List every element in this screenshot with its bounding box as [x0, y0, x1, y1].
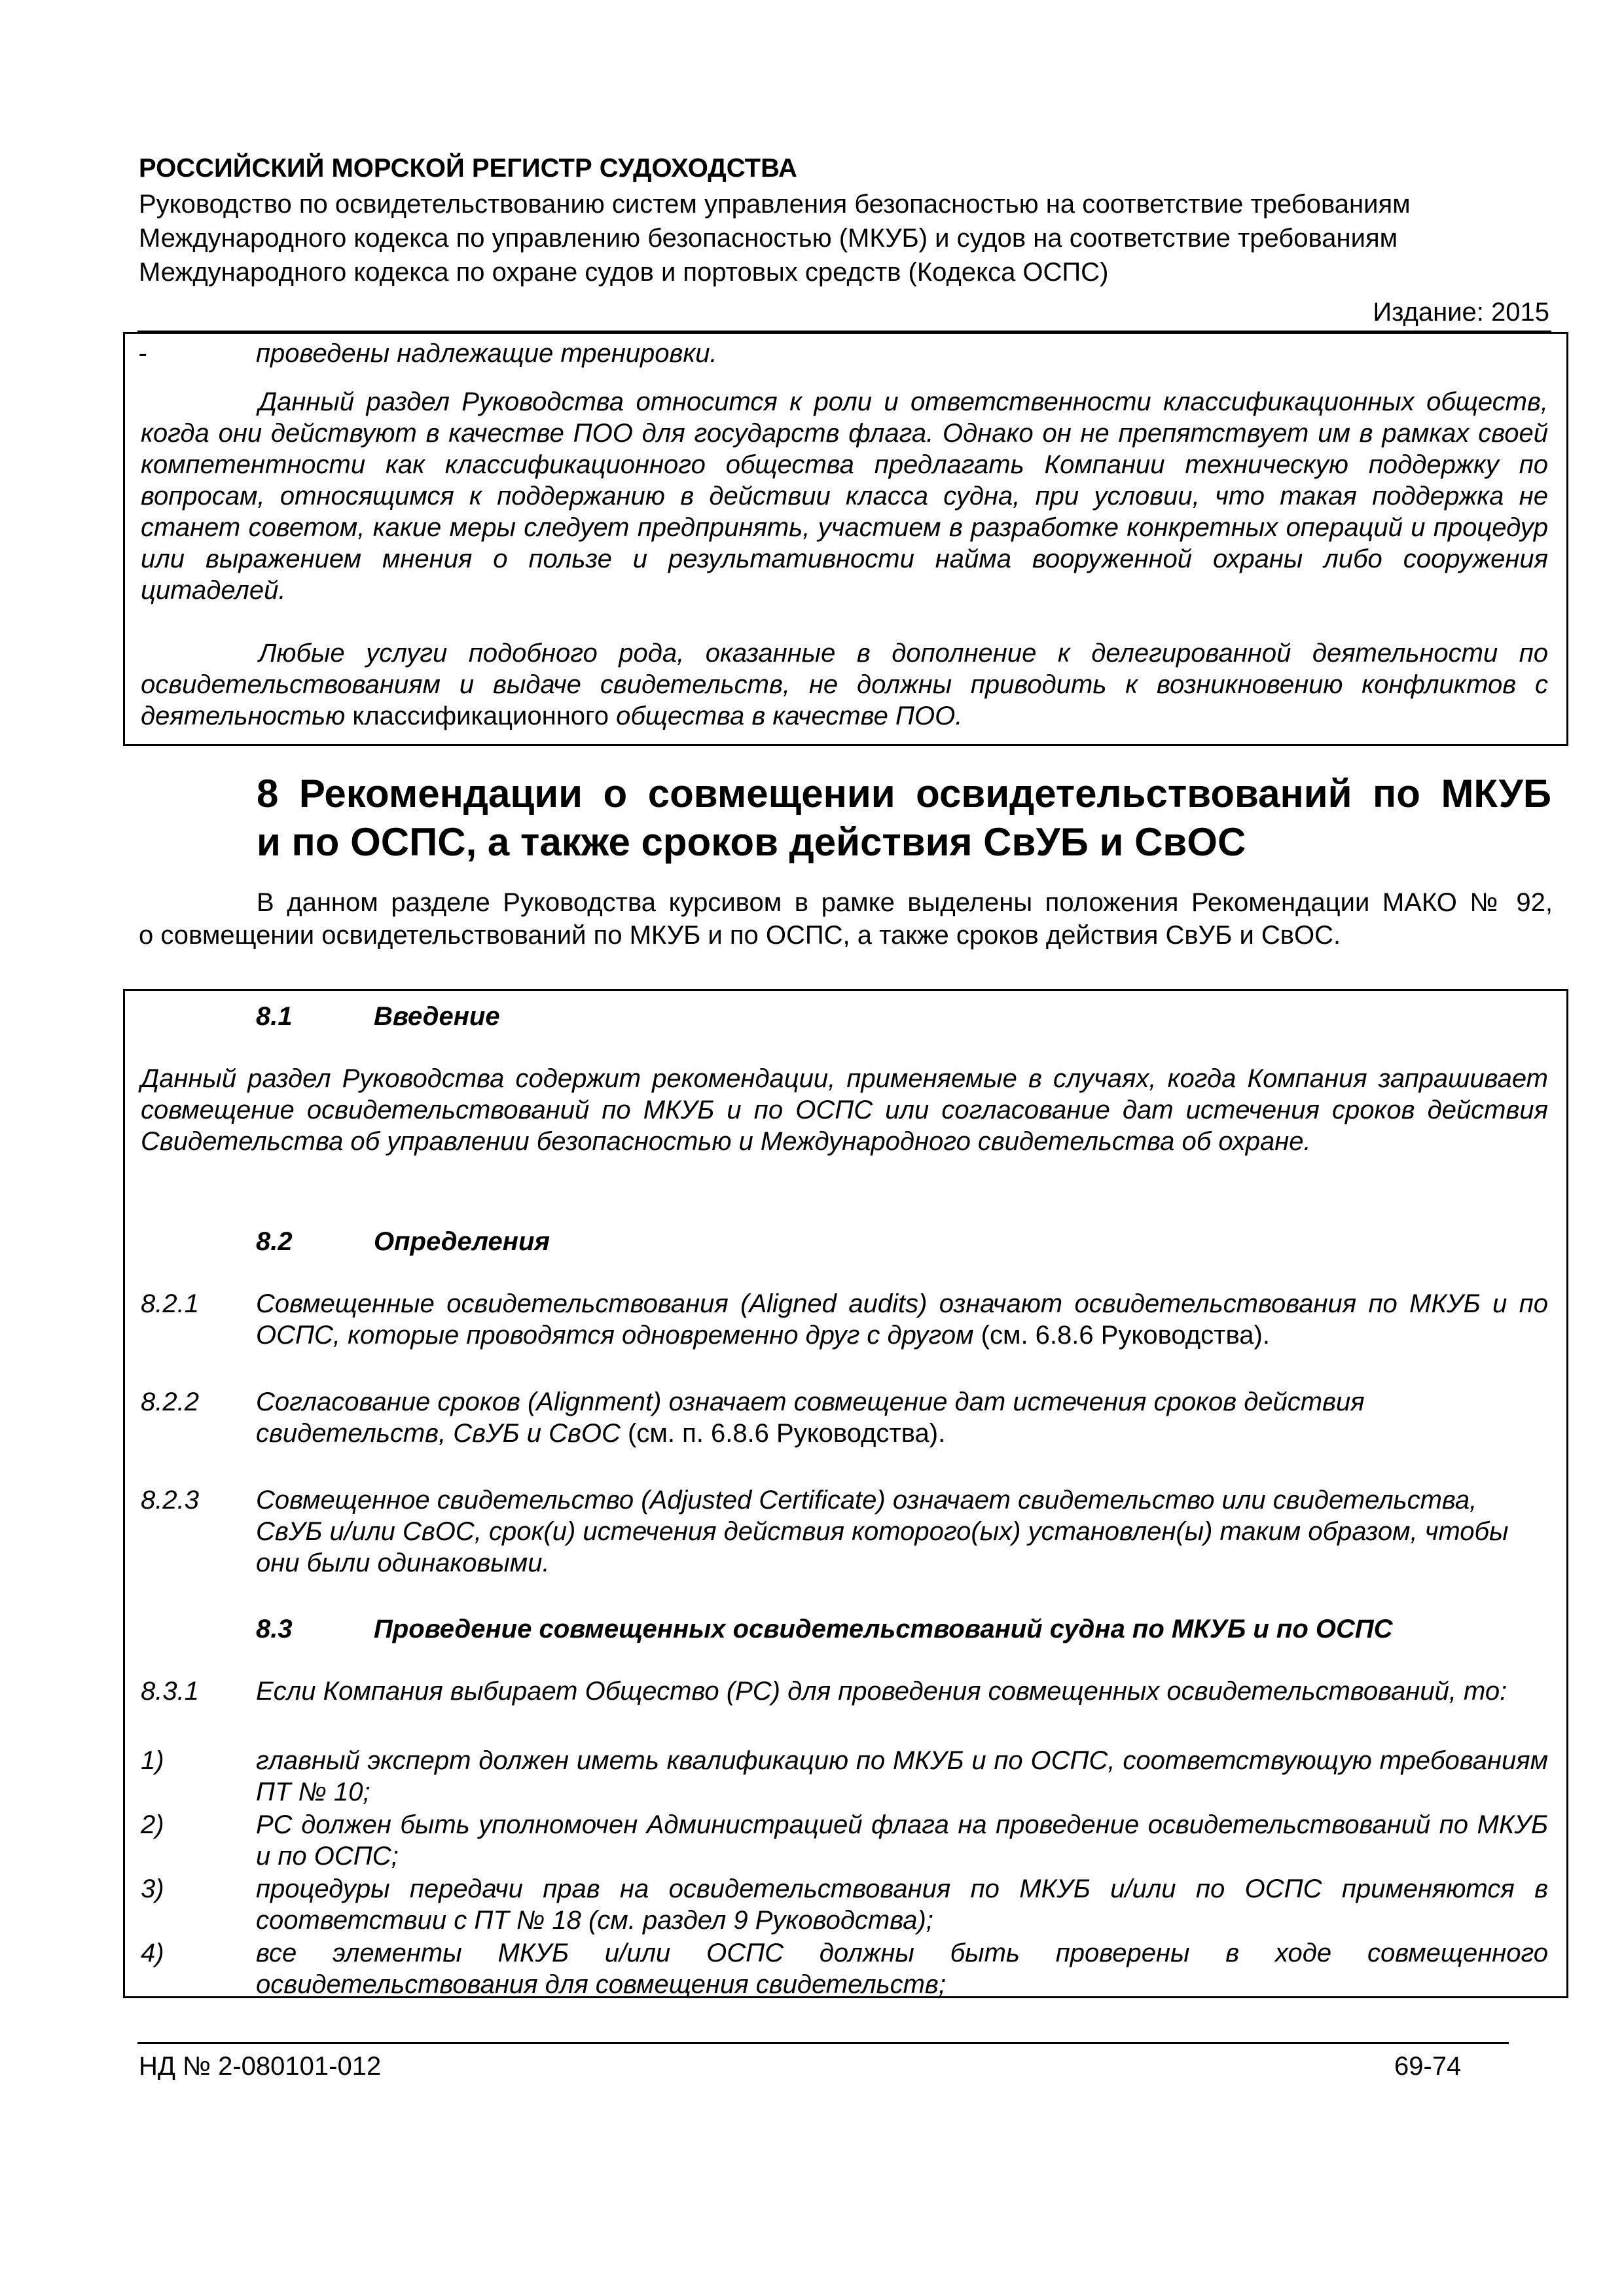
- item-number: 8.2.2: [141, 1388, 199, 1416]
- item-text: РС должен быть уполномочен Администрацией флага на проведение освидетельствований по МКУБ и по ОСПС;: [256, 1810, 1548, 1871]
- list-item: [141, 1809, 1548, 1872]
- list-item: [141, 1745, 1548, 1808]
- subsection-title: Проведение совмещенных освидетельствований судна по МКУБ и по ОСПС: [374, 1615, 1393, 1643]
- item-text: Если Компания выбирает Общество (РС) для проведения совмещенных освидетельствований, то:: [256, 1677, 1507, 1706]
- subsection-title: Определения: [374, 1227, 550, 1256]
- page-number: 69-74: [1394, 2052, 1462, 2081]
- item-text: процедуры передачи прав на освидетельствования по МКУБ и/или по ОСПС применяются в соответствии с ПТ № 18 (см. раздел 9 Руководства);: [256, 1874, 1548, 1935]
- item-number: 8.3.1: [141, 1677, 199, 1706]
- heading-line: и по ОСПС, а также сроков действия СвУБ и СвОС: [257, 820, 1246, 864]
- heading-line: 8 Рекомендации о совмещении освидетельствований по МКУБ: [257, 772, 1551, 816]
- item-text: все элементы МКУБ и/или ОСПС должны быть проверены в ходе совмещенного освидетельствования для совмещения свидетельств;: [256, 1939, 1548, 1999]
- section-heading: [257, 770, 1551, 867]
- list-item: [141, 1937, 1548, 2000]
- subsection-title: Введение: [374, 1002, 500, 1031]
- subsection-number: 8.3: [256, 1615, 293, 1643]
- organization-name: РОССИЙСКИЙ МОРСКОЙ РЕГИСТР СУДОХОДСТВА: [139, 154, 797, 183]
- definition-item: [141, 1484, 1548, 1579]
- intro-line: В данном разделе Руководства курсивом в рамке выделены положения Рекомендации МАКО № 92,: [257, 888, 1553, 917]
- italic-text: общества в качестве ПОО.: [616, 702, 963, 730]
- item-text: главный эксперт должен иметь квалификацию по МКУБ и по ОСПС, соответствующую требованиям ПТ № 10;: [256, 1746, 1548, 1806]
- italic-text: Совмещенные освидетельствования (Aligned audits) означают освидетельствования по МКУБ и по ОСПС, которые проводятся одновременно друг с другом: [256, 1289, 1548, 1350]
- definition-item: [141, 1288, 1548, 1351]
- paragraph: Данный раздел Руководства относится к роли и ответственности классификационных обществ, когда они действуют в качестве ПОО для государств флага. Однако он не препятствует им в рамках своей компетентности как классификационного общества предлагать Компании техническую поддержку по вопросам, относящимся к поддержанию в действии класса судна, при условии, что такая поддержка не станет советом, какие меры следует предпринять, участием в разработке конкретных операций и процедур или выражением мнения о пользе и результативности найма вооруженной охраны либо сооружения цитаделей.: [141, 387, 1548, 605]
- plain-text: классификационного: [345, 702, 617, 730]
- subtitle-line: Международного кодекса по охране судов и портовых средств (Кодекса ОСПС): [139, 258, 1109, 287]
- footer-divider: [137, 2042, 1509, 2044]
- item-number: 4): [141, 1939, 164, 1967]
- dash-marker: -: [138, 339, 147, 368]
- plain-text: (см. 6.8.6 Руководства).: [973, 1321, 1270, 1350]
- item-number: 8.2.3: [141, 1486, 199, 1515]
- framed-recommendation-box: [123, 989, 1568, 1998]
- item-number: 2): [141, 1810, 164, 1839]
- edition-label: Издание: 2015: [1373, 298, 1549, 327]
- subsection-number: 8.2: [256, 1227, 293, 1256]
- subsection-number: 8.1: [256, 1002, 293, 1031]
- item-text: Совмещенное свидетельство (Adjusted Certificate) означает свидетельство или свидетельства, СвУБ и/или СвОС, срок(и) истечения действия которого(ых) установлен(ы) таким образом, чтобы они были одинаковыми.: [256, 1486, 1509, 1577]
- subtitle-line: Руководство по освидетельствованию систем управления безопасностью на соответствие требованиям: [139, 190, 1411, 219]
- document-number: НД № 2-080101-012: [139, 2052, 382, 2081]
- italic-text: Согласование сроков (Alignment) означает совмещение дат истечения сроков действия свидетельств, СвУБ и СвОС: [256, 1388, 1365, 1448]
- intro-line: о совмещении освидетельствований по МКУБ и по ОСПС, а также сроков действия СвУБ и СвОС.: [139, 921, 1341, 950]
- italic-text: Любые услуги подобного рода, оказанные в дополнение к делегированной деятельности по освидетельствованиям и выдаче свидетельств, не должны приводить к возникновению конфликтов с деятельностью: [141, 639, 1548, 730]
- list-item: [141, 1873, 1548, 1936]
- bullet-text: проведены надлежащие тренировки.: [256, 339, 717, 368]
- framed-text-box: [123, 332, 1568, 746]
- document-subtitle: [139, 187, 1553, 289]
- item-number: 3): [141, 1874, 164, 1903]
- item-number: 1): [141, 1746, 164, 1775]
- paragraph: Данный раздел Руководства содержит рекомендации, применяемые в случаях, когда Компания запрашивает совмещение освидетельствований по МКУБ и по ОСПС или согласование дат истечения сроков действия Свидетельства об управлении безопасностью и Международного свидетельства об охране.: [141, 1064, 1548, 1156]
- item-number: 8.2.1: [141, 1289, 199, 1318]
- definition-item: [141, 1386, 1548, 1449]
- paragraph-item: [141, 1676, 1548, 1707]
- subtitle-line: Международного кодекса по управлению безопасностью (МКУБ) и судов на соответствие требованиям: [139, 224, 1398, 253]
- section-intro: [139, 886, 1553, 952]
- plain-text: (см. п. 6.8.6 Руководства).: [620, 1419, 946, 1448]
- paragraph: [141, 637, 1548, 732]
